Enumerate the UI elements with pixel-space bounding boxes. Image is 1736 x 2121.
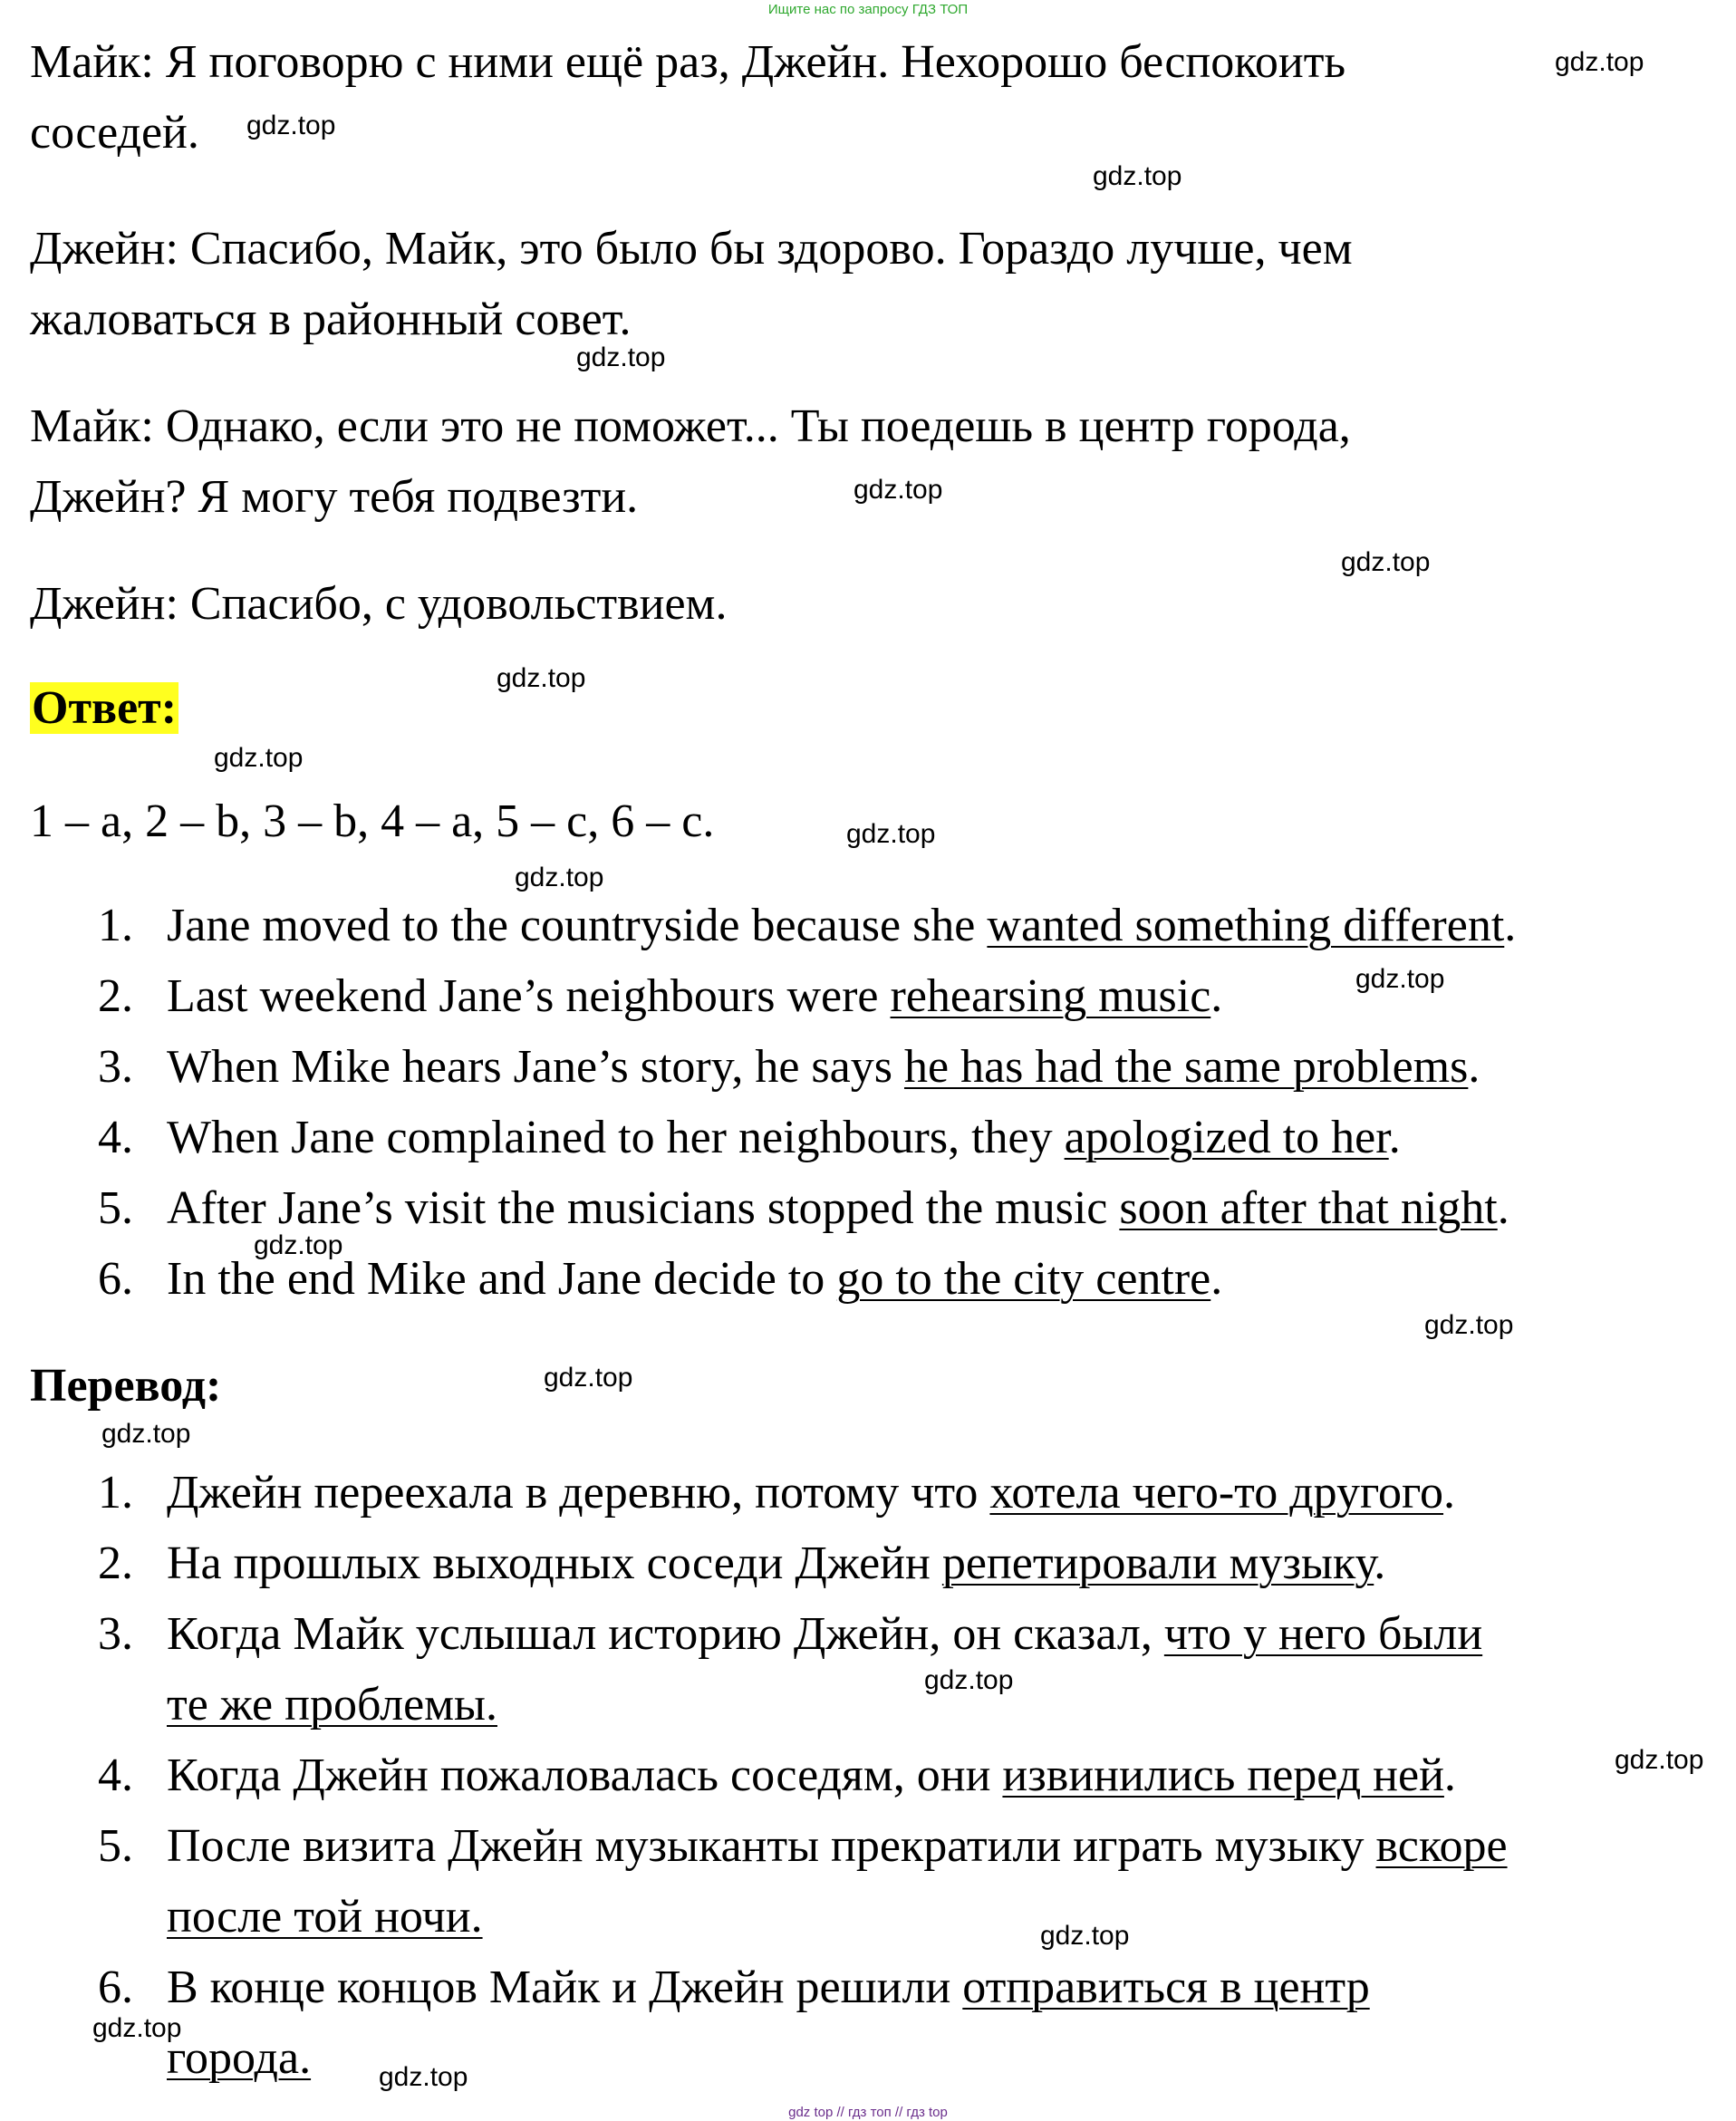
item-text: Когда Джейн пожаловалась соседям, они xyxy=(167,1750,1003,1801)
list-number: 6. xyxy=(98,1253,133,1305)
watermark: gdz.top xyxy=(1040,1921,1130,1951)
list-item xyxy=(167,1961,1370,2014)
list-number: 2. xyxy=(98,970,133,1022)
item-answer: wanted something different xyxy=(987,900,1505,951)
item-end: . xyxy=(1504,900,1517,951)
dialogue-line: Джейн: Спасибо, Майк, это было бы здорово. Гораздо лучше, чем xyxy=(30,223,1353,275)
watermark: gdz.top xyxy=(544,1363,633,1393)
watermark: gdz.top xyxy=(1355,964,1445,994)
item-end: . xyxy=(1443,1750,1456,1801)
watermark: gdz.top xyxy=(379,2062,468,2092)
item-end: . xyxy=(1388,1112,1401,1163)
item-text: When Jane complained to her neighbours, they xyxy=(167,1112,1065,1163)
footer-banner: gdz top // гдз топ // гдз top xyxy=(788,2105,948,2120)
list-item xyxy=(167,1181,1509,1235)
item-end: . xyxy=(1468,1041,1480,1093)
watermark: gdz.top xyxy=(1093,161,1182,191)
watermark: gdz.top xyxy=(576,342,666,372)
item-text: When Mike hears Jane’s story, he says xyxy=(167,1041,904,1093)
watermark: gdz.top xyxy=(846,819,936,849)
list-item xyxy=(167,1749,1456,1802)
watermark: gdz.top xyxy=(246,111,336,140)
list-number: 5. xyxy=(98,1182,133,1234)
item-answer: что у него были xyxy=(1163,1608,1483,1660)
watermark: gdz.top xyxy=(924,1665,1014,1695)
item-end: . xyxy=(1210,970,1223,1022)
answer-key: 1 – a, 2 – b, 3 – b, 4 – a, 5 – c, 6 – c. xyxy=(30,795,715,847)
watermark: gdz.top xyxy=(214,743,304,773)
list-item-continuation xyxy=(167,2031,311,2085)
item-answer: те же проблемы. xyxy=(167,1679,497,1731)
item-end: . xyxy=(1374,1538,1386,1589)
list-item xyxy=(167,899,1516,952)
list-item xyxy=(167,1537,1385,1590)
item-end: . xyxy=(1497,1182,1509,1234)
item-answer: хотела чего-то другого xyxy=(989,1467,1444,1518)
list-item xyxy=(167,969,1222,1023)
list-item xyxy=(167,1819,1508,1873)
watermark: gdz.top xyxy=(101,1419,191,1449)
item-answer: отправиться в центр xyxy=(962,1962,1370,2013)
watermark: gdz.top xyxy=(515,863,604,892)
item-answer: репетировали музыку xyxy=(941,1538,1374,1589)
item-text: In the end Mike and Jane decide to xyxy=(167,1253,837,1305)
item-answer: go to the city centre xyxy=(836,1253,1211,1305)
item-answer: he has had the same problems xyxy=(903,1041,1469,1093)
list-number: 5. xyxy=(98,1820,133,1872)
item-text: Когда Майк услышал историю Джейн, он сказал, xyxy=(167,1608,1164,1660)
list-number: 1. xyxy=(98,1467,133,1518)
watermark: gdz.top xyxy=(497,663,586,693)
dialogue-line: Джейн? Я могу тебя подвезти. xyxy=(30,471,639,523)
answer-heading xyxy=(30,681,178,735)
list-item xyxy=(167,1111,1401,1164)
watermark: gdz.top xyxy=(854,475,943,505)
list-item-continuation xyxy=(167,1890,483,1943)
item-text: After Jane’s visit the musicians stopped the music xyxy=(167,1182,1120,1234)
watermark: gdz.top xyxy=(1341,547,1431,577)
list-number: 1. xyxy=(98,900,133,951)
item-end: . xyxy=(1210,1253,1223,1305)
list-number: 3. xyxy=(98,1041,133,1093)
list-number: 2. xyxy=(98,1538,133,1589)
watermark: gdz.top xyxy=(1615,1745,1704,1775)
list-number: 4. xyxy=(98,1750,133,1801)
watermark: gdz.top xyxy=(1555,47,1644,77)
list-item xyxy=(167,1466,1455,1519)
list-number: 3. xyxy=(98,1608,133,1660)
list-number: 6. xyxy=(98,1962,133,2013)
list-item xyxy=(167,1040,1480,1094)
dialogue-line: Майк: Я поговорю с ними ещё раз, Джейн. Нехорошо беспокоить xyxy=(30,36,1346,88)
item-answer: после той ночи. xyxy=(167,1891,483,1943)
item-answer: soon after that night xyxy=(1119,1182,1498,1234)
dialogue-line: жаловаться в районный совет. xyxy=(30,294,632,345)
item-end: . xyxy=(1443,1467,1456,1518)
item-text: Джейн переехала в деревню, потому что xyxy=(167,1467,990,1518)
item-text: В конце концов Майк и Джейн решили xyxy=(167,1962,963,2013)
search-banner: Ищите нас по запросу ГДЗ ТОП xyxy=(767,2,969,17)
translation-heading: Перевод: xyxy=(30,1360,222,1412)
item-answer: города. xyxy=(167,2032,312,2084)
list-item xyxy=(167,1607,1482,1661)
item-answer: вскоре xyxy=(1375,1820,1508,1872)
item-text: Last weekend Jane’s neighbours were xyxy=(167,970,891,1022)
item-answer: apologized to her xyxy=(1064,1112,1389,1163)
watermark: gdz.top xyxy=(254,1230,343,1260)
item-text: На прошлых выходных соседи Джейн xyxy=(167,1538,942,1589)
list-number: 4. xyxy=(98,1112,133,1163)
watermark: gdz.top xyxy=(92,2013,182,2043)
answer-heading-text: Ответ: xyxy=(32,682,178,734)
item-text: После визита Джейн музыканты прекратили играть музыку xyxy=(167,1820,1376,1872)
item-answer: извинились перед ней xyxy=(1002,1750,1444,1801)
dialogue-line: Джейн: Спасибо, с удовольствием. xyxy=(30,578,728,630)
item-text: Jane moved to the countryside because she xyxy=(167,900,988,951)
watermark: gdz.top xyxy=(1424,1310,1514,1340)
dialogue-line: соседей. xyxy=(30,107,199,159)
dialogue-line: Майк: Однако, если это не поможет... Ты поедешь в центр города, xyxy=(30,400,1351,452)
list-item-continuation xyxy=(167,1678,497,1731)
item-answer: rehearsing music xyxy=(890,970,1211,1022)
